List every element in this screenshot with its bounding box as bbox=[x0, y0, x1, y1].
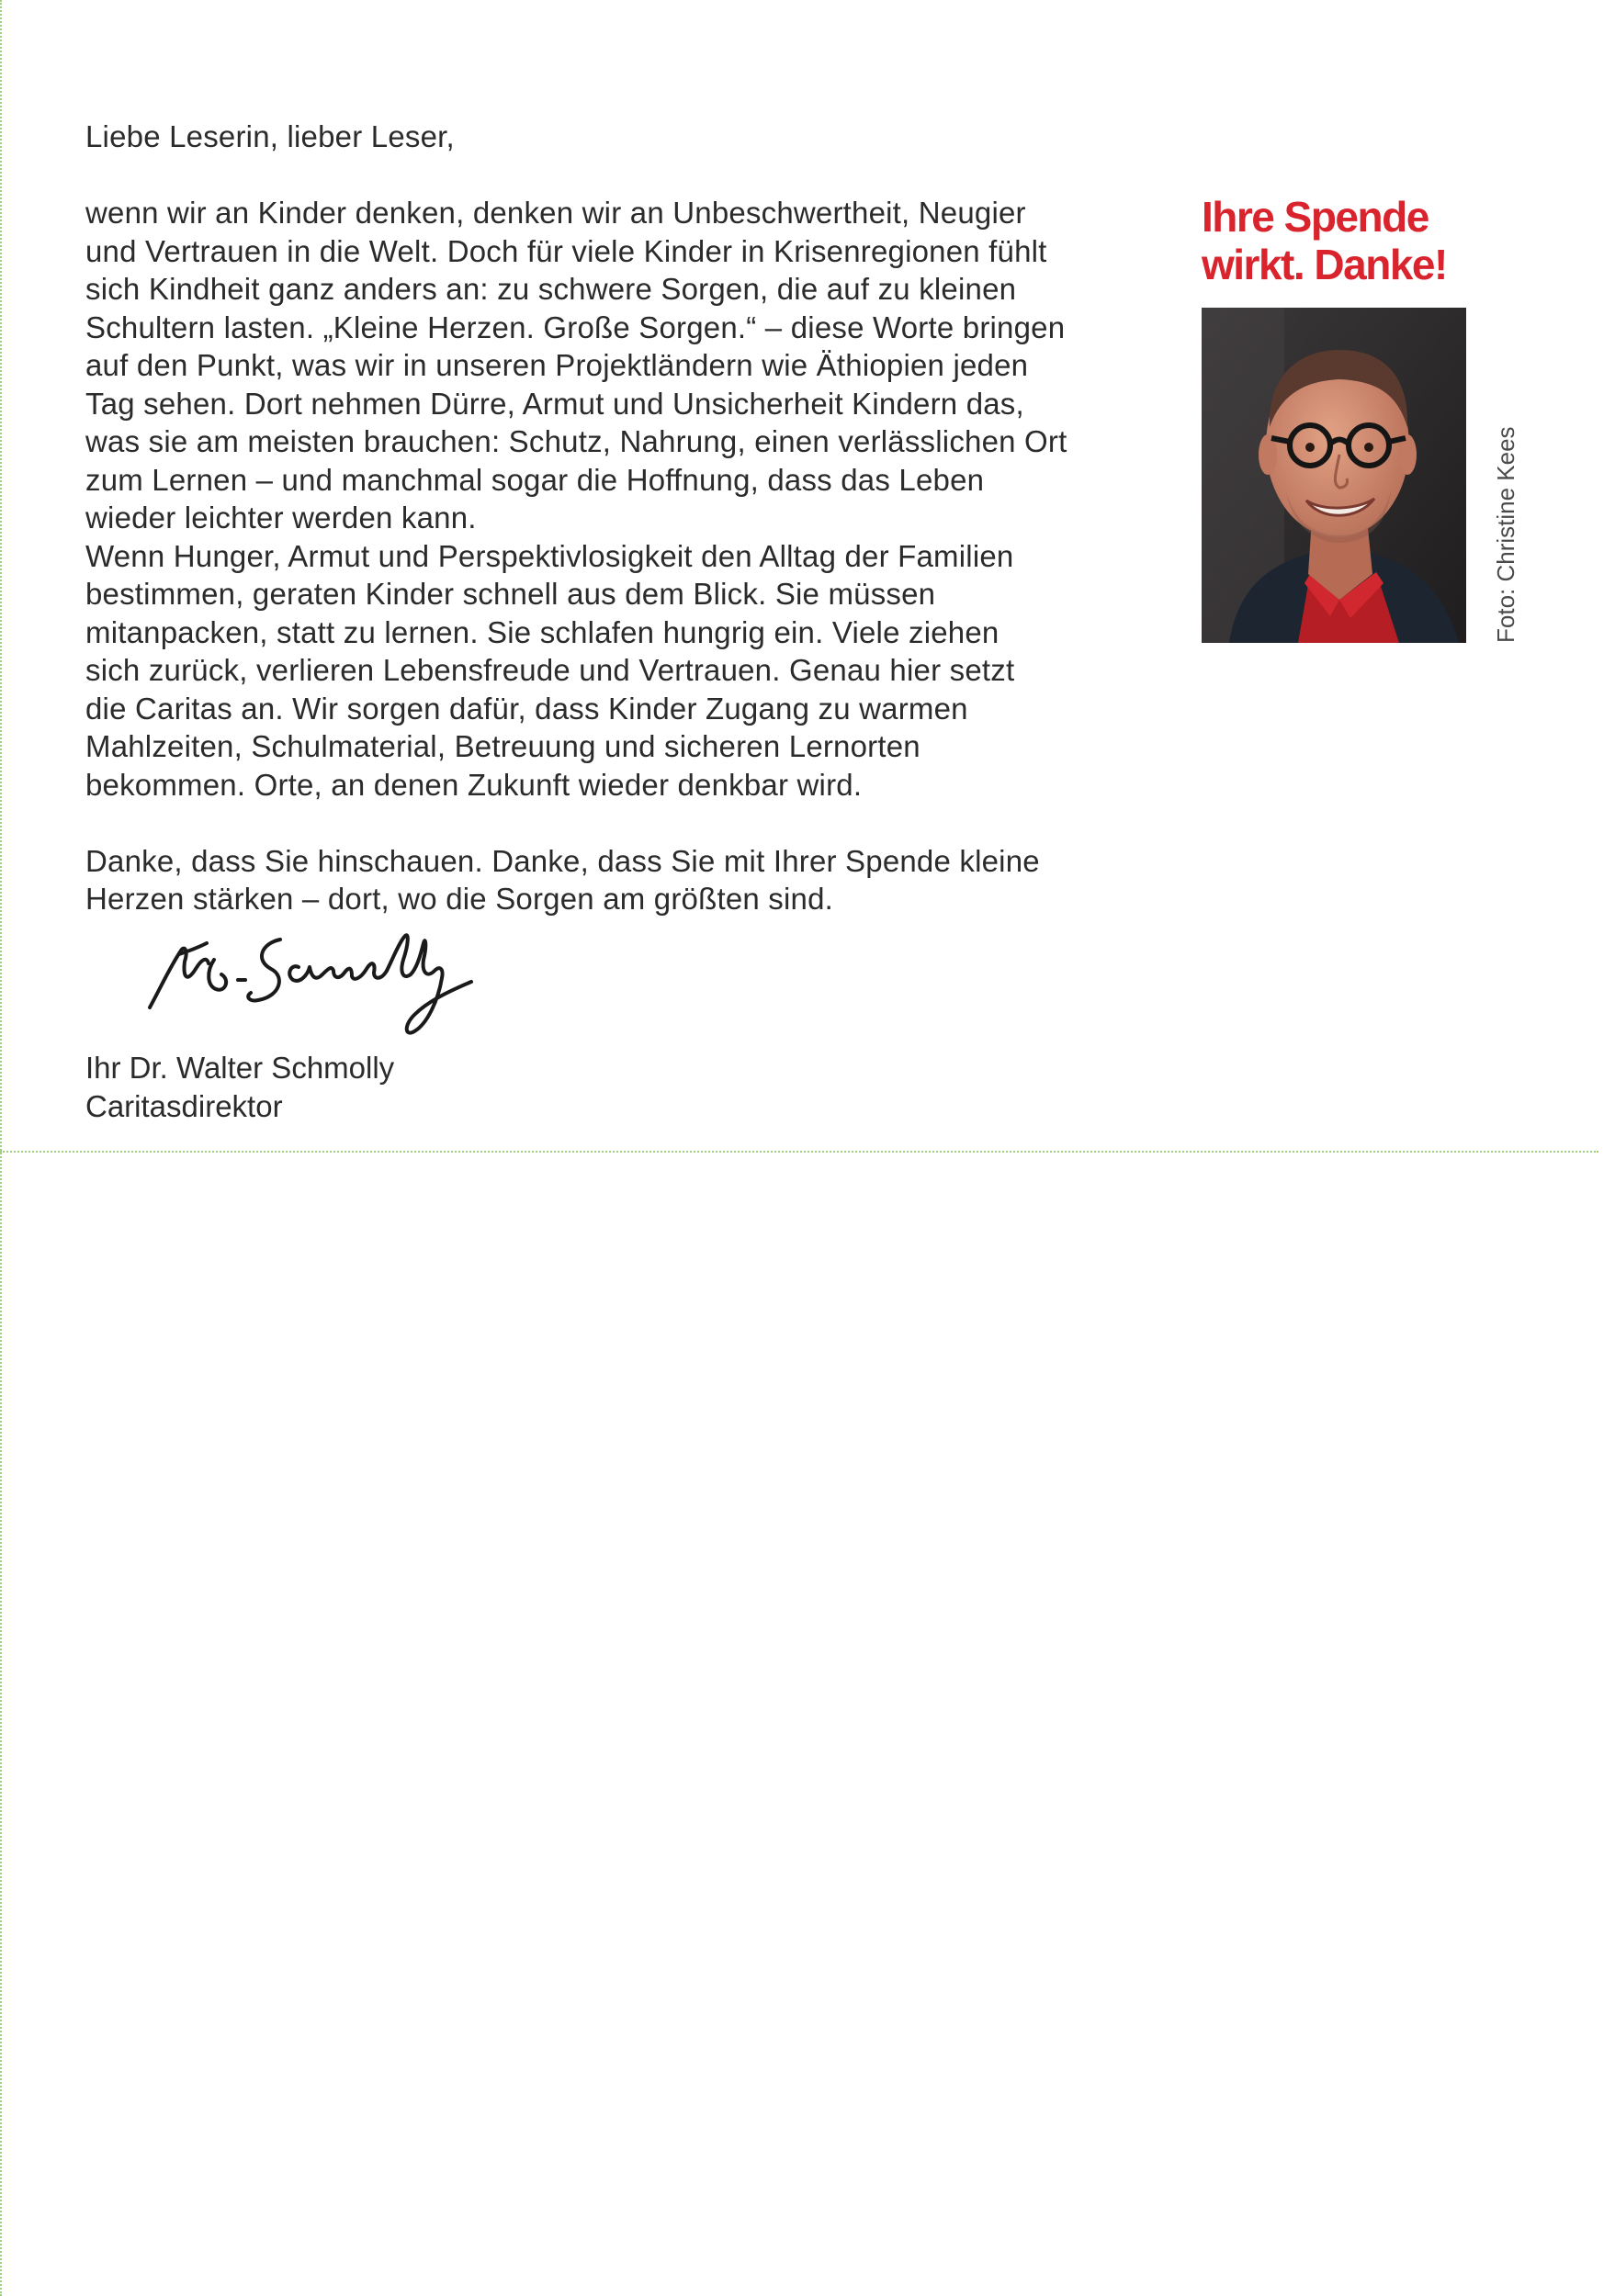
text-line: sich zurück, verlieren Lebensfreude und Vertrauen. Genau hier setzt bbox=[85, 653, 1015, 687]
text-line: bestimmen, geraten Kinder schnell aus dem Blick. Sie müssen bbox=[85, 577, 936, 611]
text-line: Herzen stärken – dort, wo die Sorgen am größten sind. bbox=[85, 882, 834, 916]
sidebar-heading-line-1: Ihre Spende bbox=[1202, 193, 1429, 241]
letter-body bbox=[85, 118, 1188, 918]
text-line: die Caritas an. Wir sorgen dafür, dass Kinder Zugang zu warmen bbox=[85, 691, 968, 726]
text-line: Danke, dass Sie hinschauen. Danke, dass Sie mit Ihrer Spende kleine bbox=[85, 843, 1040, 878]
sidebar-heading-line-2: wirkt. Danke! bbox=[1202, 241, 1447, 288]
text-line: sich Kindheit ganz anders an: zu schwere Sorgen, die auf zu kleinen bbox=[85, 272, 1017, 306]
text-line: Wenn Hunger, Armut und Perspektivlosigkeit den Alltag der Familien bbox=[85, 538, 1014, 573]
text-line: mitanpacken, statt zu lernen. Sie schlafen hungrig ein. Viele ziehen bbox=[85, 614, 999, 649]
fold-line bbox=[0, 1151, 1598, 1153]
text-line: bekommen. Orte, an denen Zukunft wieder denkbar wird. bbox=[85, 767, 863, 802]
signatory-name: Ihr Dr. Walter Schmolly bbox=[85, 1051, 395, 1085]
sign-off bbox=[85, 1049, 394, 1126]
signatory-title: Caritasdirektor bbox=[85, 1089, 283, 1123]
margin-guide-line bbox=[0, 0, 2, 2296]
text-line: auf den Punkt, was wir in unseren Projektländern wie Äthiopien jeden bbox=[85, 348, 1029, 382]
text-line: wenn wir an Kinder denken, denken wir an Unbeschwertheit, Neugier bbox=[85, 196, 1026, 230]
paragraph-1 bbox=[85, 194, 1188, 537]
salutation: Liebe Leserin, lieber Leser, bbox=[85, 119, 455, 153]
text-line: was sie am meisten brauchen: Schutz, Nahrung, einen verlässlichen Ort bbox=[85, 424, 1067, 458]
handwritten-signature bbox=[142, 923, 528, 1070]
text-line: und Vertrauen in die Welt. Doch für viele Kinder in Krisenregionen fühlt bbox=[85, 233, 1047, 268]
portrait-photo bbox=[1202, 308, 1466, 643]
paragraph-3 bbox=[85, 842, 1188, 918]
text-line: Schultern lasten. „Kleine Herzen. Große Sorgen.“ – diese Worte bringen bbox=[85, 310, 1066, 344]
paragraph-2 bbox=[85, 537, 1188, 805]
sidebar-heading bbox=[1202, 193, 1447, 288]
text-line: Mahlzeiten, Schulmaterial, Betreuung und sicheren Lernorten bbox=[85, 729, 920, 763]
text-line: zum Lernen – und manchmal sogar die Hoffnung, dass das Leben bbox=[85, 462, 985, 497]
photo-credit: Foto: Christine Kees bbox=[1492, 426, 1519, 643]
text-line: wieder leichter werden kann. bbox=[85, 501, 477, 535]
text-line: Tag sehen. Dort nehmen Dürre, Armut und Unsicherheit Kindern das, bbox=[85, 386, 1024, 421]
